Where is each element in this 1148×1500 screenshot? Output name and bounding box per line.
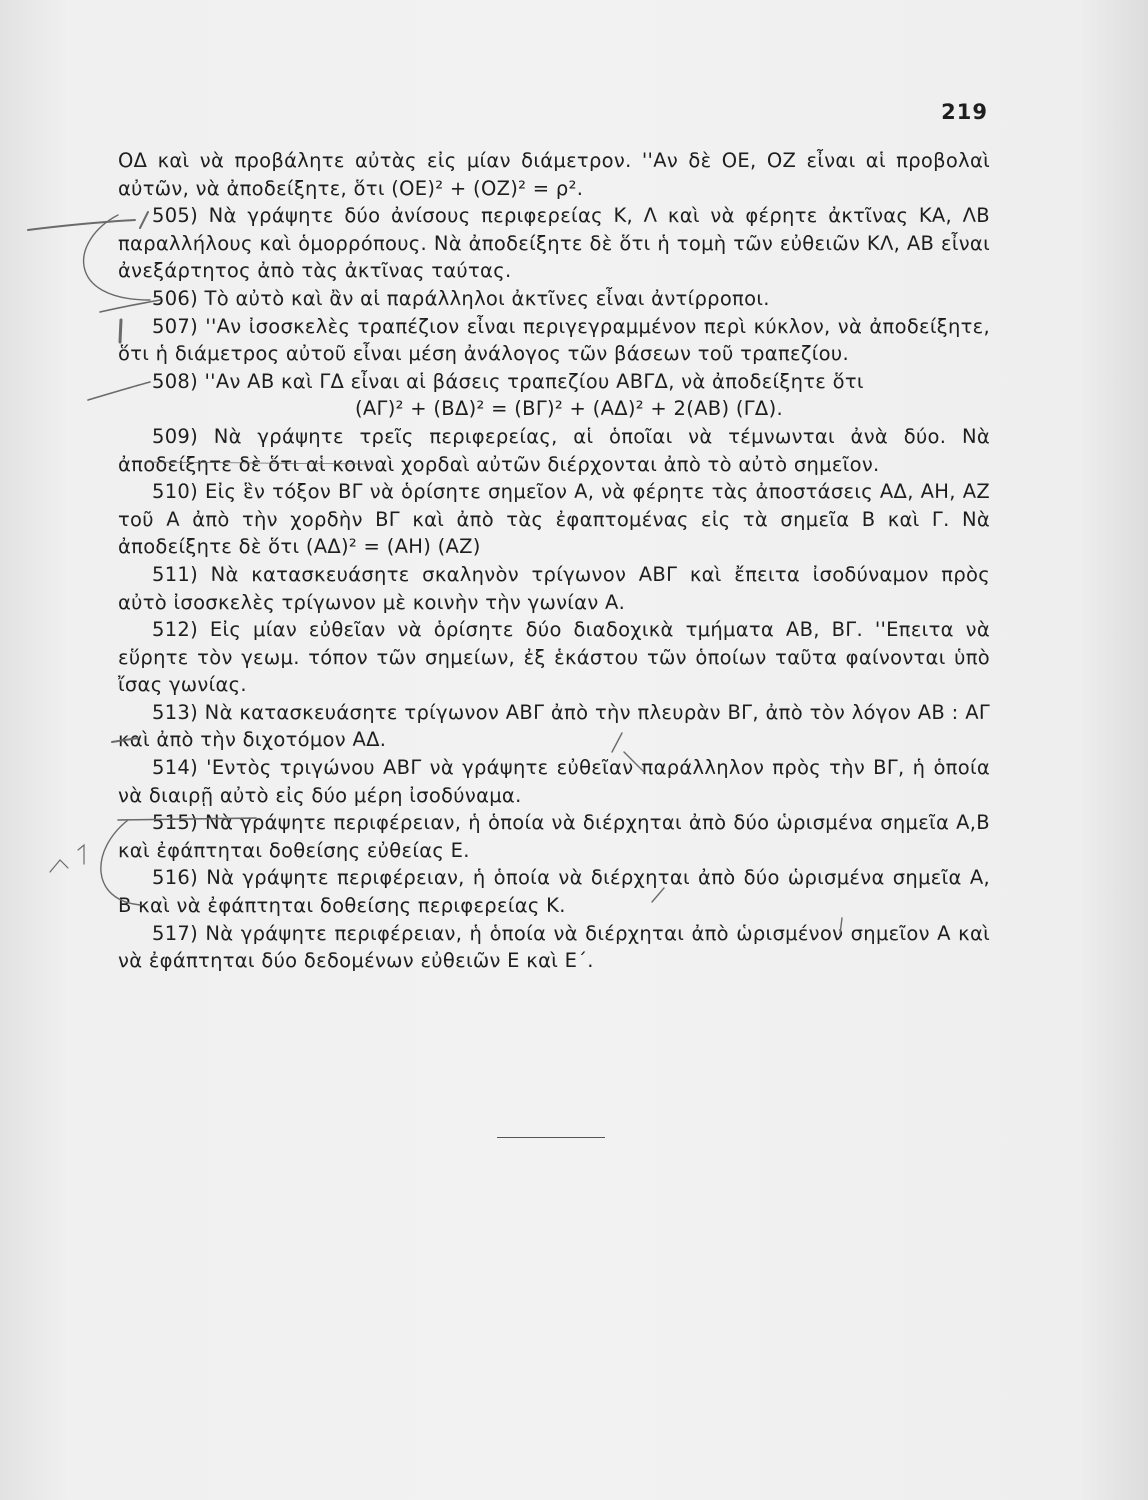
problem-508: 508) ''Αν ΑΒ καὶ ΓΔ εἶναι αἱ βάσεις τραπεζίου ΑΒΓΔ, νὰ ἀποδείξητε ὅτι (152, 369, 864, 393)
problem-514: 514) 'Εντὸς τριγώνου ΑΒΓ νὰ γράψητε εὐθεῖαν παράλληλον πρὸς τὴν ΒΓ, ἡ ὁποία νὰ διαιρῇ αὐτὸ εἰς δύο μέρη ἰσοδύναμα. (118, 756, 990, 807)
problem-509: 509) Νὰ γράψητε τρεῖς περιφερείας, αἱ ὁποῖαι νὰ τέμνωνται ἀνὰ δύο. Νὰ ἀποδείξητε δὲ ὅτι αἱ κοιναὶ χορδαὶ αὐτῶν διέρχονται ἀπὸ τὸ αὐτὸ σημεῖον. (118, 424, 990, 476)
problem-508-formula: (ΑΓ)² + (ΒΔ)² = (ΒΓ)² + (ΑΔ)² + 2(ΑΒ) (ΓΔ). (355, 397, 783, 421)
problem-513: 513) Νὰ κατασκευάσητε τρίγωνον ΑΒΓ ἀπὸ τὴν πλευρὰν ΒΓ, ἀπὸ τὸν λόγον ΑΒ : ΑΓ καὶ ἀπὸ τὴν διχοτόμον ΑΔ. (118, 700, 990, 752)
problem-511: 511) Νὰ κατασκευάσητε σκαληνὸν τρίγωνον ΑΒΓ καὶ ἔπειτα ἰσοδύναμον πρὸς αὐτὸ ἰσοσκελὲς τρίγωνον μὲ κοινὴν τὴν γωνίαν Α. (118, 562, 990, 614)
problem-510: 510) Εἰς ἓν τόξον ΒΓ νὰ ὁρίσητε σημεῖον Α, νὰ φέρητε τὰς ἀποστάσεις ΑΔ, ΑΗ, ΑΖ τοῦ Α ἀπὸ τὴν χορδὴν ΒΓ καὶ ἀπὸ τὰς ἐφαπτομένας εἰς τὰ σημεῖα Β καὶ Γ. Νὰ ἀποδείξητε δὲ ὅτι (ΑΔ)² = (ΑΗ) (ΑΖ) (118, 480, 990, 559)
exercise-list (118, 147, 990, 975)
margin-note-mark (50, 845, 84, 872)
problem-512: 512) Εἰς μίαν εὐθεῖαν νὰ ὁρίσητε δύο διαδοχικὰ τμήματα ΑΒ, ΒΓ. ''Επειτα νὰ εὕρητε τὸν γεωμ. τόπον τῶν σημείων, ἐξ ἑκάστου τῶν ὁποίων ταῦτα φαίνονται ὑπὸ ἴσας γωνίας. (118, 618, 990, 697)
end-rule (497, 1137, 605, 1138)
problem-516: 516) Νὰ γράψητε περιφέρειαν, ἡ ὁποία νὰ διέρχηται ἀπὸ δύο ὡρισμένα σημεῖα Α, Β καὶ νὰ ἐφάπτηται δοθείσης περιφερείας Κ. (118, 866, 990, 918)
problem-505: 505) Νὰ γράψητε δύο ἀνίσους περιφερείας Κ, Λ καὶ νὰ φέρητε ἀκτῖνας ΚΑ, ΛΒ παραλλήλους καὶ ὁμορρόπους. Νὰ ἀποδείξητε δὲ ὅτι ἡ τομὴ τῶν εὐθειῶν ΚΛ, ΑΒ εἶναι ἀνεξάρτητος ἀπὸ τὰς ἀκτῖνας ταύτας. (118, 204, 990, 283)
problem-515: 515) Νὰ γράψητε περιφέρειαν, ἡ ὁποία νὰ διέρχηται ἀπὸ δύο ὡρισμένα σημεῖα Α,Β καὶ ἐφάπτηται δοθείσης εὐθείας Ε. (118, 811, 990, 862)
problem-507: 507) ''Αν ἰσοσκελὲς τραπέζιον εἶναι περιγεγραμμένον περὶ κύκλον, νὰ ἀποδείξητε, ὅτι ἡ διάμετρος αὐτοῦ εἶναι μέση ἀνάλογος τῶν βάσεων τοῦ τραπεζίου. (118, 314, 990, 366)
problem-517: 517) Νὰ γράψητε περιφέρειαν, ἡ ὁποία νὰ διέρχηται ἀπὸ ὡρισμένον σημεῖον Α καὶ νὰ ἐφάπτηται δύο δεδομένων εὐθειῶν Ε καὶ Ε΄. (118, 921, 990, 973)
page-number: 219 (941, 100, 988, 124)
continuation-paragraph: ΟΔ καὶ νὰ προβάλητε αὐτὰς εἰς μίαν διάμετρον. ''Αν δὲ ΟΕ, ΟΖ εἶναι αἱ προβολαὶ αὐτῶν, νὰ ἀποδείξητε, ὅτι (ΟΕ)² + (ΟΖ)² = ρ². (118, 149, 990, 200)
problem-506: 506) Τὸ αὐτὸ καὶ ἂν αἱ παράλληλοι ἀκτῖνες εἶναι ἀντίρροποι. (152, 286, 770, 310)
